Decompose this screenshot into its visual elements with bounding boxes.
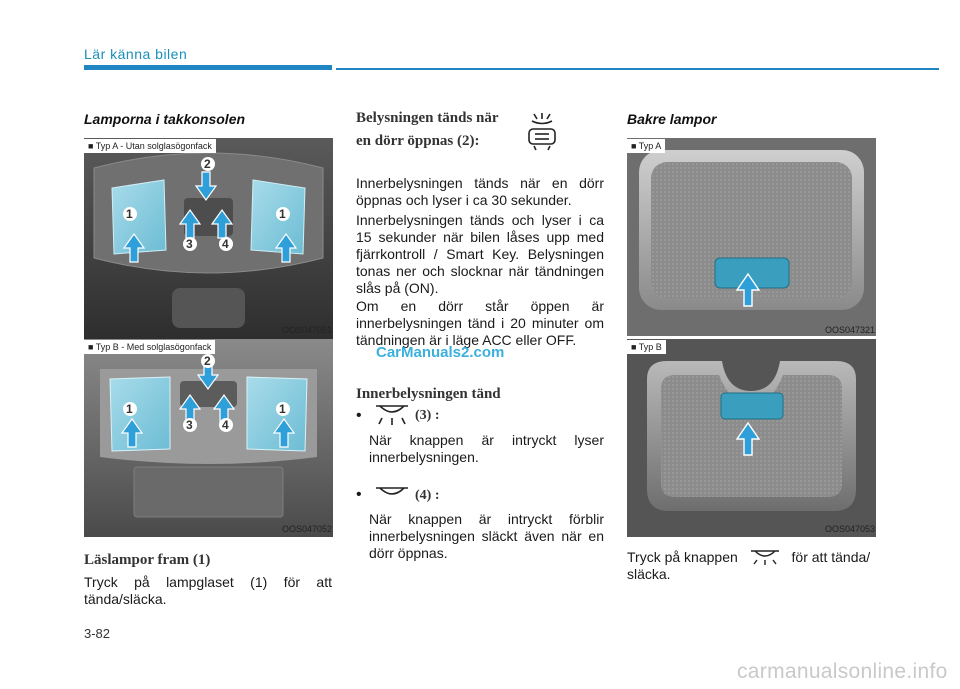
rear-photo-a-tag: ■ Typ A (627, 139, 665, 153)
label-1-right: 1 (279, 207, 286, 221)
header-rule-thin (336, 68, 939, 70)
reading-lamp-heading: Läslampor fram (1) (84, 552, 211, 568)
bullet-3: • (356, 407, 362, 424)
rear-photo-b-tag: ■ Typ B (627, 340, 666, 354)
page-number: 3-82 (84, 626, 111, 641)
label-b-4: 4 (222, 418, 229, 432)
label-4: 4 (222, 237, 229, 251)
item-3-label: (3) : (415, 408, 440, 423)
rear-lamp-button-icon (748, 549, 782, 565)
rear-lamp-text-line2: släcka. (627, 566, 671, 582)
photo-b-tag: ■ Typ B - Med solglasögonfack (84, 340, 215, 354)
photo-rear-type-a (627, 138, 876, 336)
photo-a-code: OOS047051 (281, 325, 332, 335)
item-3-text: När knappen är intryckt lyser innerbelysningen. (369, 432, 604, 465)
rear-photo-b-code: OOS047053 (824, 524, 875, 534)
label-1-left: 1 (126, 207, 133, 221)
label-b-1-right: 1 (279, 402, 286, 416)
label-2: 2 (204, 157, 211, 171)
room-lamp-off-icon (372, 486, 412, 500)
photo-a-tag: ■ Typ A - Utan solglasögonfack (84, 139, 216, 153)
door-paragraph-3: Om en dörr står öppen är innerbelysningen tänd i 20 minuter om tändningen är i läge ACC eller OFF. (356, 298, 604, 348)
bullet-4: • (356, 486, 362, 503)
label-b-1-left: 1 (126, 402, 133, 416)
header-rule-thick (84, 65, 332, 70)
door-heading-line1: Belysningen tänds när (356, 110, 499, 126)
photo-rear-type-b (627, 339, 876, 537)
rear-lamp-text-before: Tryck på knappen (627, 549, 738, 565)
photo-type-a-front (84, 138, 333, 339)
section-title: Lär känna bilen (84, 46, 188, 62)
item-4-label: (4) : (415, 488, 440, 503)
door-paragraph-2: Innerbelysningen tänds och lyser i ca 15 sekunder när bilen låses upp med fjärrkontroll / Smart Key. Belysningen tonas ner och slocknar när tändningen slås på (ON). (356, 212, 604, 296)
rear-lamp-text (627, 549, 887, 583)
door-paragraph-1: Innerbelysningen tänds när en dörr öppnas och lyser i ca 30 sekunder. (356, 175, 604, 208)
rear-photo-a-code: OOS047321 (824, 325, 875, 335)
light-on-heading: Innerbelysningen tänd (356, 386, 501, 402)
room-lamp-on-icon (372, 404, 412, 426)
label-b-2: 2 (204, 354, 211, 368)
door-lamp-icon (526, 112, 558, 152)
label-b-3: 3 (186, 418, 193, 432)
rear-lamp-text-after: för att tända/ (791, 549, 871, 565)
watermark-carmanualsonline: carmanualsonline.info (737, 660, 948, 683)
reading-lamp-text: Tryck på lampglaset (1) för att tända/släcka. (84, 574, 332, 607)
photo-b-code: OOS047052 (281, 524, 332, 534)
label-3: 3 (186, 237, 193, 251)
overhead-console-heading: Lamporna i takkonsolen (84, 111, 246, 127)
rear-lamps-heading: Bakre lampor (627, 111, 717, 127)
watermark-carmanuals2: CarManuals2.com (376, 344, 505, 361)
photo-type-b-front (84, 339, 333, 537)
item-4-text: När knappen är intryckt förblir innerbelysningen släckt även när en dörr öppnas. (369, 511, 604, 561)
door-heading-line2: en dörr öppnas (2): (356, 133, 480, 149)
